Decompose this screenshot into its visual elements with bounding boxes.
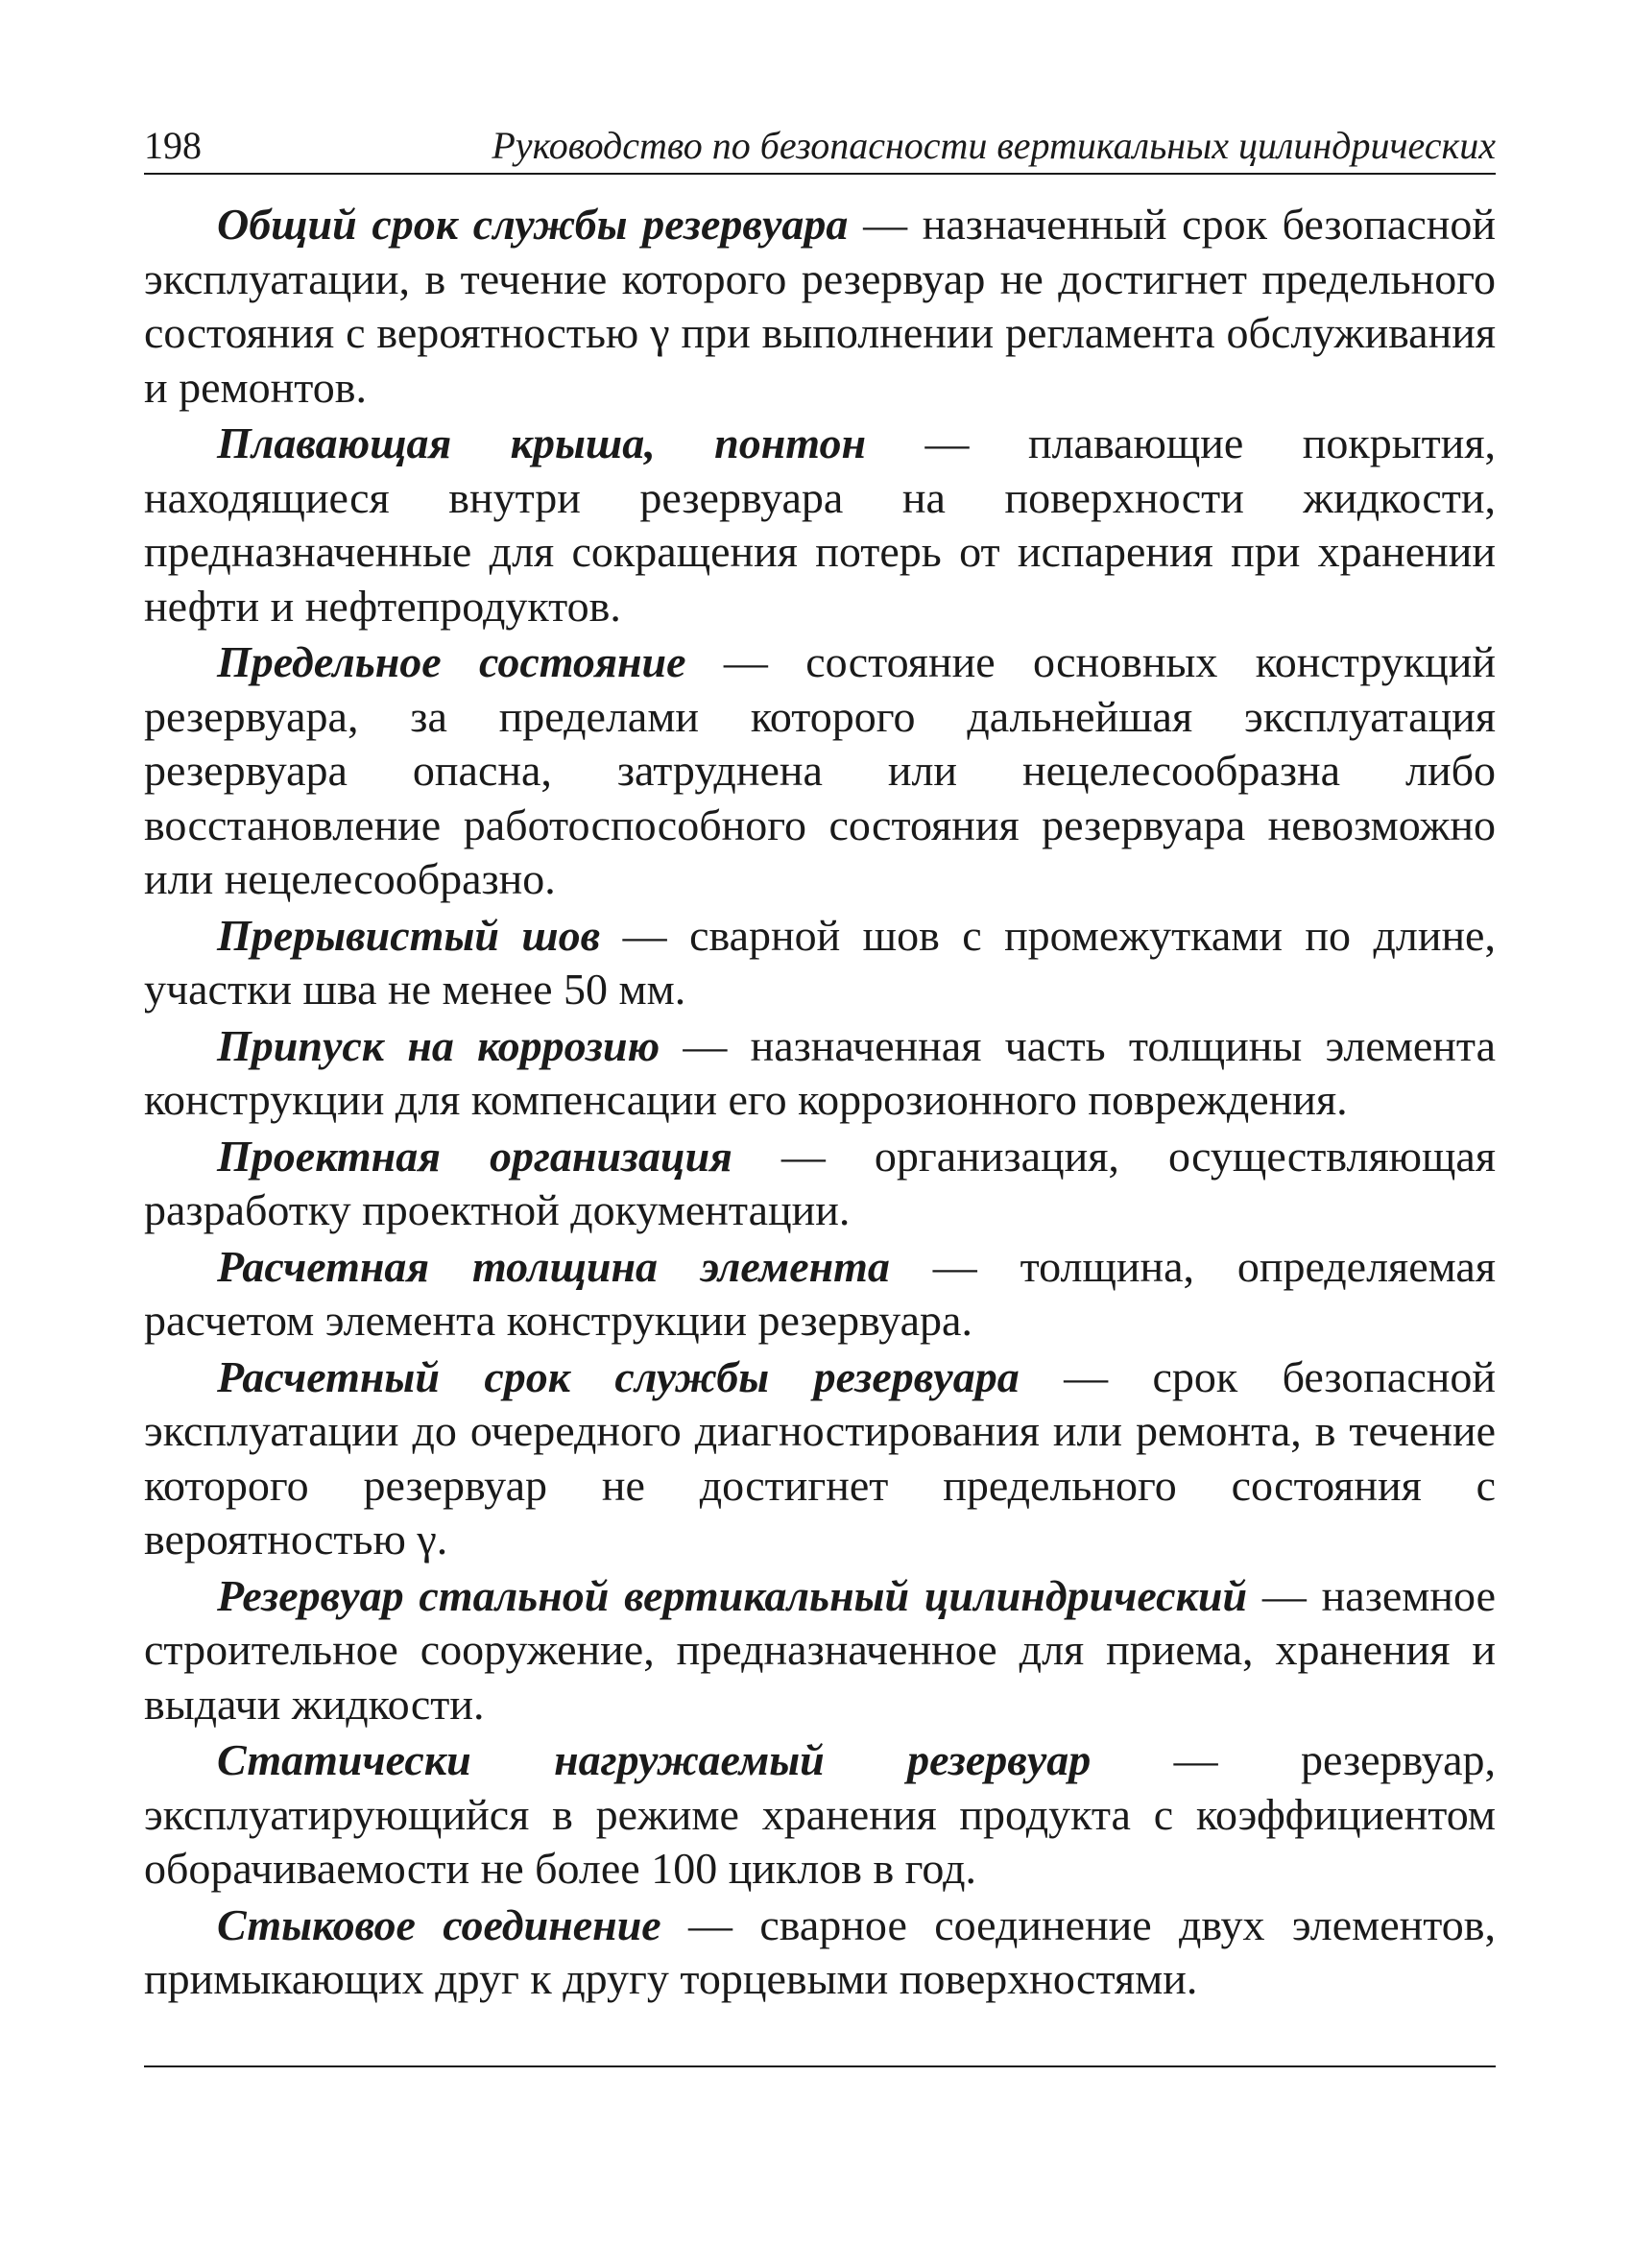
glossary-entry — [144, 909, 1496, 1017]
glossary-entry — [144, 1130, 1496, 1238]
glossary-term: Общий срок службы резервуара — [217, 200, 849, 249]
glossary-definition: — толщина, определяемая расчетом элемента конструкции резервуара. — [144, 1241, 1496, 1345]
glossary-entry — [144, 1240, 1496, 1349]
glossary-definition: — сварное соединение двух элементов, примыкающих друг к другу торцевыми поверхностями. — [144, 1899, 1497, 2003]
glossary-term: Статически нагружаемый резервуар — [217, 1735, 1092, 1784]
glossary-term: Расчетная толщина элемента — [217, 1241, 890, 1291]
glossary-definition: — наземное строительное сооружение, предназначенное для приема, хранения и выдачи жидкости. — [144, 1570, 1496, 1729]
glossary-entry — [144, 1019, 1496, 1128]
glossary-term: Резервуар стальной вертикальный цилиндрический — [217, 1570, 1248, 1620]
glossary-definition: — срок безопасной эксплуатации до очередного диагностирования или ремонта, в течение которого резервуар не достигнет предельного состояния с вероятностью γ. — [144, 1351, 1496, 1564]
glossary-entry — [144, 1733, 1496, 1897]
glossary-term: Предельное состояние — [217, 637, 686, 686]
glossary-term: Припуск на коррозию — [217, 1020, 660, 1070]
glossary-term: Расчетный срок службы резервуара — [217, 1351, 1020, 1401]
glossary-term: Прерывистый шов — [217, 910, 601, 960]
glossary-definition: — резервуар, эксплуатирующийся в режиме хранения продукта с коэффициентом оборачиваемости не более 100 циклов в год. — [144, 1735, 1496, 1893]
glossary-definition: — плавающие покрытия, находящиеся внутри резервуара на поверхности жидкости, предназначенные для сокращения потерь от испарения при хранении нефти и нефтепродуктов. — [144, 418, 1496, 631]
running-header — [144, 123, 1496, 175]
glossary-definition: — сварной шов с промежутками по длине, участки шва не менее 50 мм. — [144, 910, 1496, 1014]
page-number: 198 — [144, 124, 202, 167]
glossary-entry — [144, 417, 1496, 633]
glossary-entry — [144, 635, 1496, 907]
glossary-definition: — назначенная часть толщины элемента конструкции для компенсации его коррозионного повреждения. — [144, 1020, 1496, 1124]
glossary-definition: — состояние основных конструкций резервуара, за пределами которого дальнейшая эксплуатация резервуара опасна, затруднена или нецелесообразна либо восстановление работоспособного состояния резервуара невозможно или нецелесообразно. — [144, 637, 1496, 903]
glossary-term: Проектная организация — [217, 1131, 732, 1181]
glossary-definition: — организация, осуществляющая разработку проектной документации. — [144, 1131, 1496, 1234]
glossary-entry — [144, 1350, 1496, 1567]
glossary-term: Плавающая крыша, понтон — [217, 418, 867, 467]
glossary-term: Стыковое соединение — [217, 1899, 661, 1949]
bottom-rule — [144, 2065, 1496, 2067]
glossary-entry — [144, 1898, 1496, 2007]
glossary-entry — [144, 1569, 1496, 1732]
glossary-entry — [144, 198, 1496, 415]
glossary-entries — [144, 198, 1496, 2007]
running-title: Руководство по безопасности вертикальных цилиндрических — [492, 124, 1496, 167]
glossary-definition: — назначенный срок безопасной эксплуатации, в течение которого резервуар не достигнет предельного состояния с вероятностью γ при выполнении регламента обслуживания и ремонтов. — [144, 200, 1496, 412]
book-page — [144, 123, 1496, 2009]
